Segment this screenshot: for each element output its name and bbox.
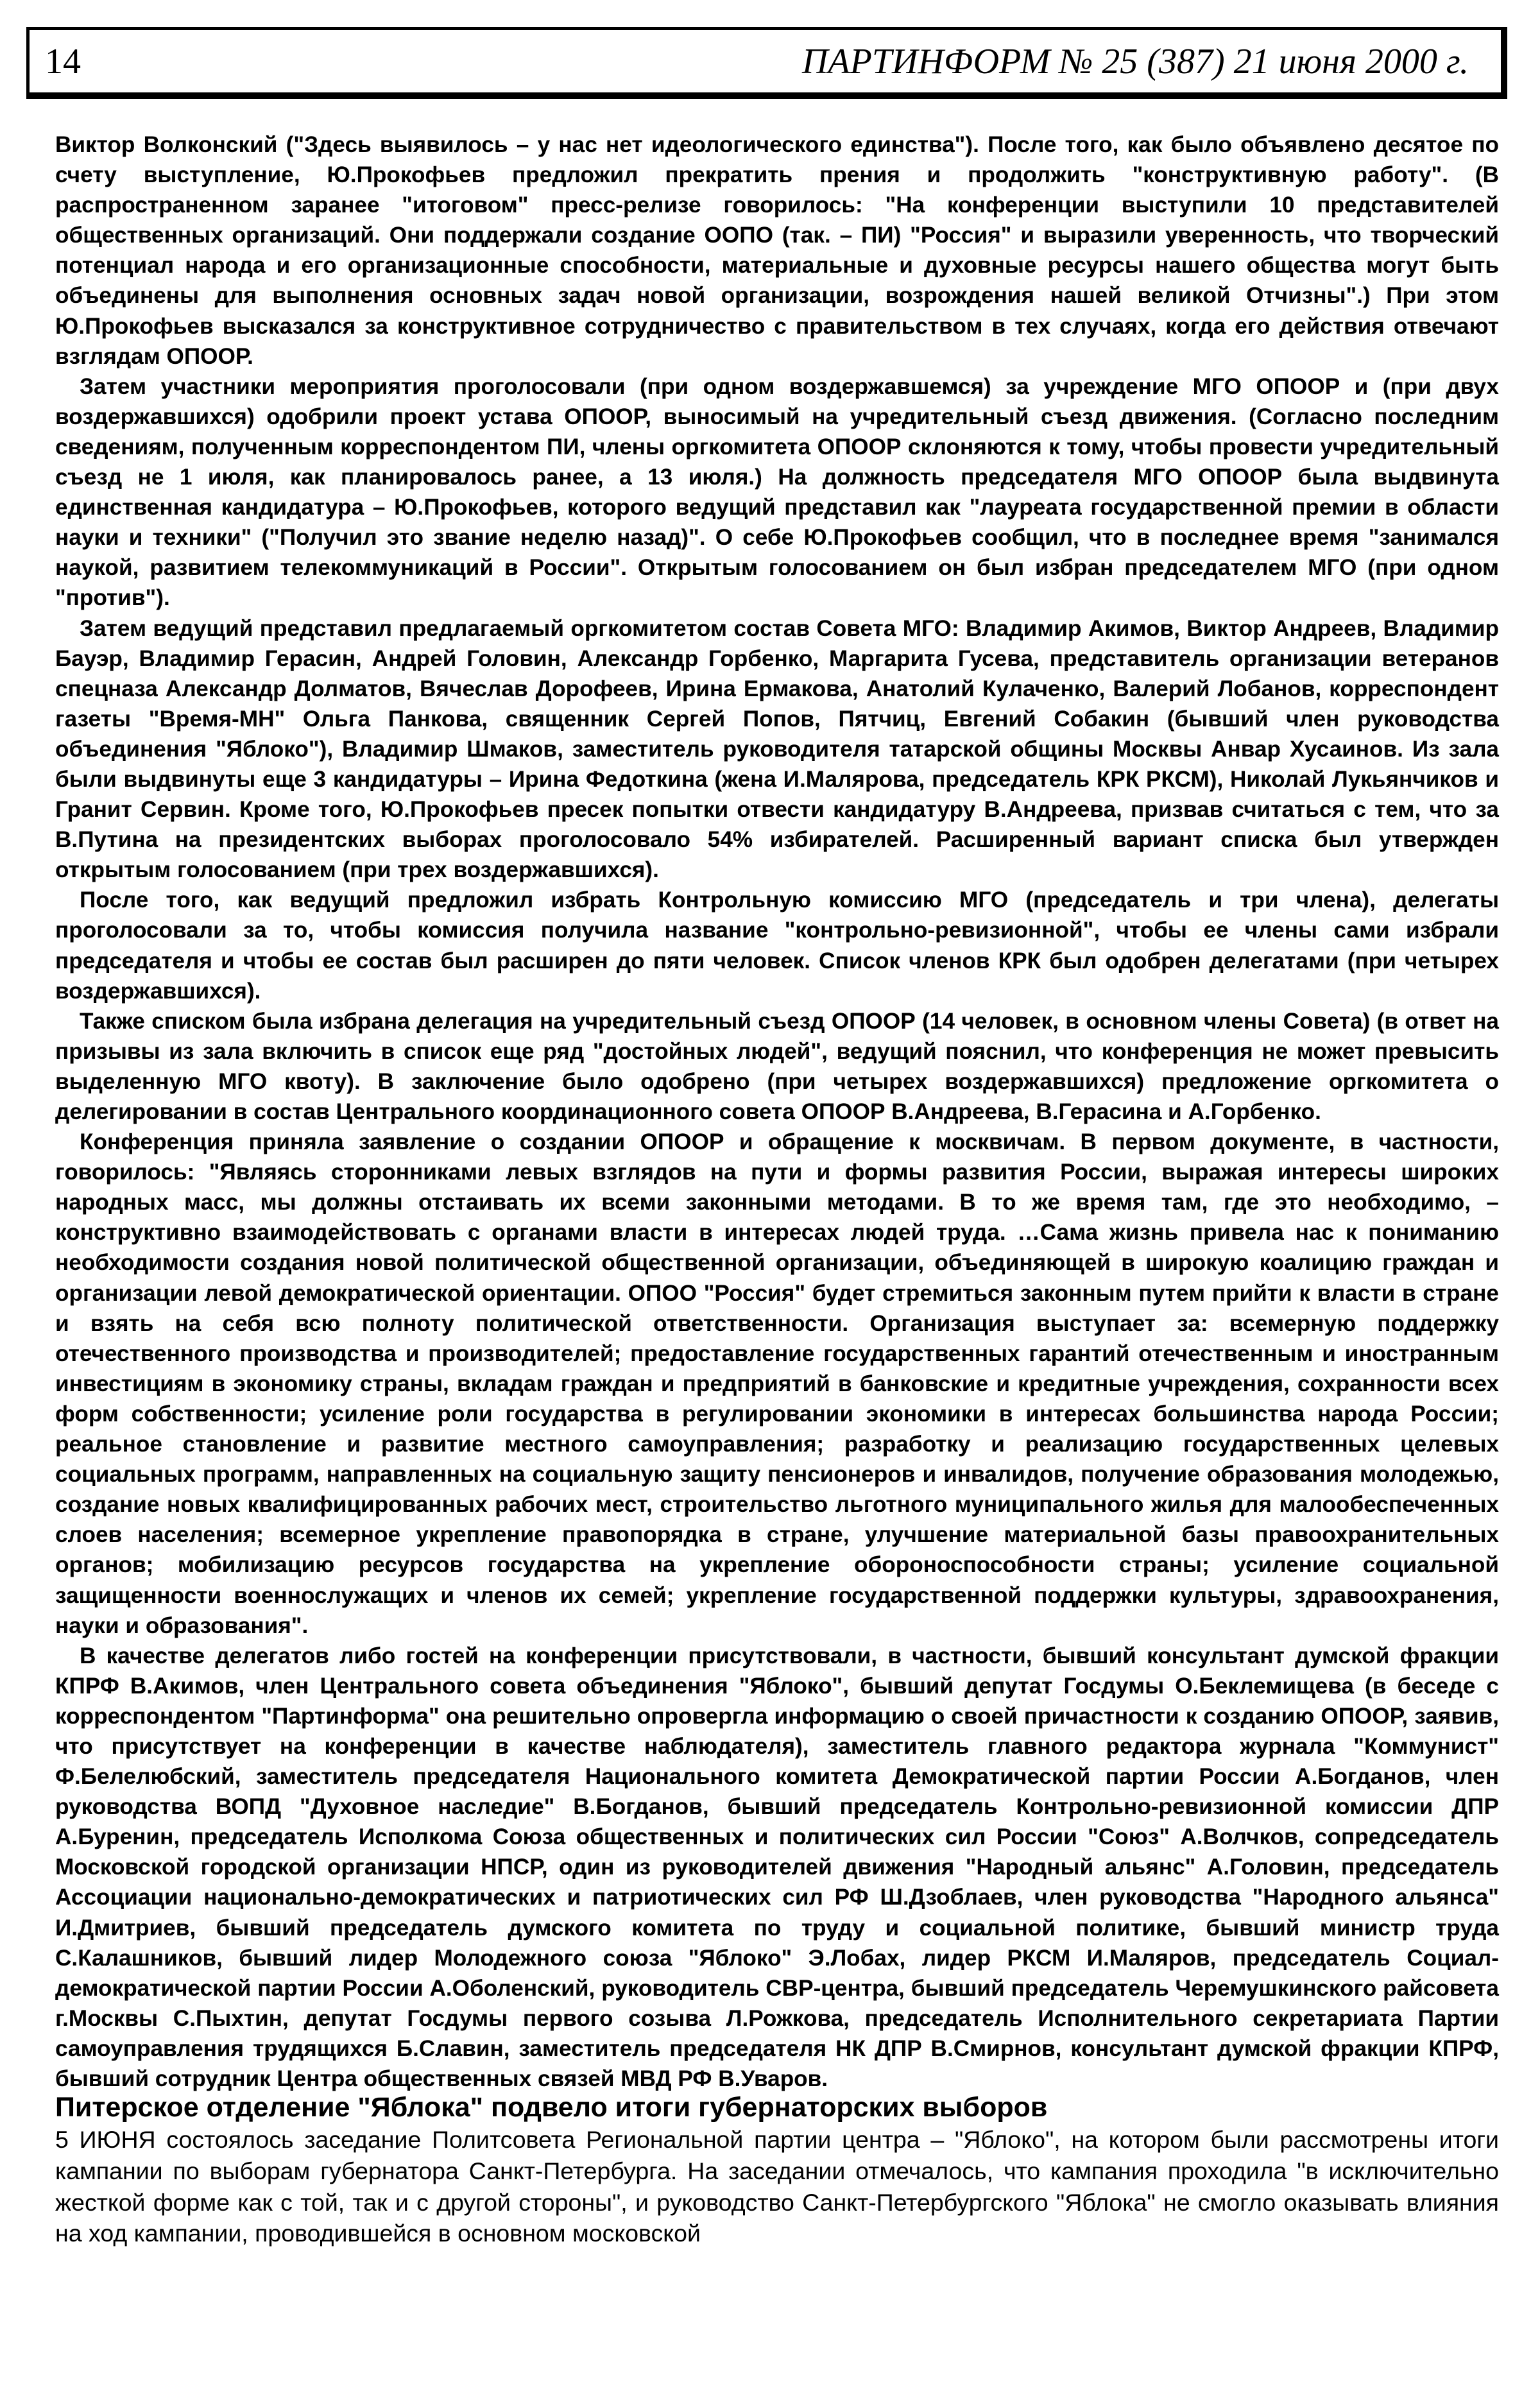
paragraph: 5 ИЮНЯ состоялось заседание Политсовета Региональной партии центра – "Яблоко", на котором были рассмотрены итоги кампании по выборам губернатора Санкт-Петербурга. На заседании отмечалось, что кампания проходила "в исключительно жесткой форме как с той, так и с другой стороны", и руководство Санкт-Петербургского "Яблока" не смогло оказывать влияния на ход кампании, проводившейся в основном московской [55,2126,1499,2247]
paragraph: Затем участники мероприятия проголосовали (при одном воздержавшемся) за учреждение МГО ОПООР и (при двух воздержавшихся) одобрили проект устава ОПООР, выносимый на учредительный съезд движения. (Согласно последним сведениям, полученным корреспондентом ПИ, члены оргкомитета ОПООР склоняются к тому, чтобы провести учредительный съезд не 1 июля, как планировалось ранее, а 13 июля.) На должность председателя МГО ОПООР была выдвинута единственная кандидатура – Ю.Прокофьев, которого ведущий представил как "лауреата государственной премии в области науки и техники" ("Получил это звание неделю назад)". О себе Ю.Прокофьев сообщил, что в последнее время "занимался наукой, развитием телекоммуникаций в России". Открытым голосованием он был избран председателем МГО (при одном "против"). [55,373,1499,611]
page-number: 14 [45,42,81,81]
article-body [55,130,1499,2094]
paragraph: Виктор Волконский ("Здесь выявилось – у нас нет идеологического единства"). После того, как было объявлено десятое по счету выступление, Ю.Прокофьев предложил прекратить прения и продолжить "конструктивную работу". (В распространенном заранее "итоговом" пресс-релизе говорилось: "На конференции выступили 10 представителей общественных организаций. Они поддержали создание ООПО (так. – ПИ) "Россия" и выразили уверенность, что творческий потенциал народа и его организационные способности, материальные и духовные ресурсы нашего общества могут быть объединены для выполнения основных задач новой организации, возрождения нашей великой Отчизны".) При этом Ю.Прокофьев высказался за конструктивное сотрудничество с правительством в тех случаях, когда его действия отвечают взглядам ОПООР. [55,132,1499,369]
paragraph: Также списком была избрана делегация на учредительный съезд ОПООР (14 человек, в основном члены Совета) (в ответ на призывы из зала включить в список еще ряд "достойных людей", ведущий пояснил, что конференция не может превысить выделенную МГО квоту). В заключение было одобрено (при четырех воздержавшихся) предложение оргкомитета о делегировании в состав Центрального координационного совета ОПООР В.Андреева, В.Герасина и А.Горбенко. [55,1008,1499,1124]
issue-info: ПАРТИНФОРМ № 25 (387) 21 июня 2000 г. [801,42,1469,81]
paragraph: Затем ведущий представил предлагаемый оргкомитетом состав Совета МГО: Владимир Акимов, Виктор Андреев, Владимир Бауэр, Владимир Герасин, Андрей Головин, Александр Горбенко, Маргарита Гусева, представитель организации ветеранов спецназа Александр Долматов, Вячеслав Дорофеев, Ирина Ермакова, Анатолий Кулаченко, Валерий Лобанов, корреспондент газеты "Время-МН" Ольга Панкова, священник Сергей Попов, Пятчиц, Евгений Собакин (бывший член руководства объединения "Яблоко"), Владимир Шмаков, заместитель руководителя татарской общины Москвы Анвар Хусаинов. Из зала были выдвинуты еще 3 кандидатуры – Ирина Федоткина (жена И.Малярова, председатель КРК РКСМ), Николай Лукьянчиков и Гранит Сервин. Кроме того, Ю.Прокофьев пресек попытки отвести кандидатуру В.Андреева, призвав считаться с тем, что за В.Путина на президентских выборах проголосовало 54% избирателей. Расширенный вариант списка был утвержден открытым голосованием (при трех воздержавшихся). [55,615,1499,883]
paragraph: После того, как ведущий предложил избрать Контрольную комиссию МГО (председатель и три члена), делегаты проголосовали за то, чтобы комиссия получила название "контрольно-ревизионной", чтобы ее члены сами избрали председателя и чтобы ее состав был расширен до пяти человек. Список членов КРК был одобрен делегатами (при четырех воздержавшихся). [55,887,1499,1004]
paragraph: Конференция приняла заявление о создании ОПООР и обращение к москвичам. В первом документе, в частности, говорилось: "Являясь сторонниками левых взглядов на пути и формы развития России, выражая интересы широких народных масс, мы должны отстаивать их всеми законными методами. В то же время там, где это необходимо, – конструктивно взаимодействовать с органами власти в интересах людей труда. …Сама жизнь привела нас к пониманию необходимости создания новой политической общественной организации, объединяющей в широкую коалицию граждан и организации левой демократической ориентации. ОПОО "Россия" будет стремиться законным путем прийти к власти в стране и взять на себя всю полноту политической ответственности. Организация выступает за: всемерную поддержку отечественного производства и производителей; предоставление государственных гарантий отечественным и иностранным инвестициям в экономику страны, вкладам граждан и предприятий в банковские и кредитные учреждения, сохранности всех форм собственности; усиление роли государства в регулировании экономики в интересах большинства народа России; реальное становление и развитие местного самоуправления; разработку и реализацию государственных целевых социальных программ, направленных на социальную защиту пенсионеров и инвалидов, получение образования молодежью, создание новых квалифицированных рабочих мест, строительство льготного муниципального жилья для малообеспеченных слоев населения; всемерное укрепление правопорядка в стране, улучшение материальной базы правоохранительных органов; мобилизацию ресурсов государства на укрепление обороноспособности страны; усиление социальной защищенности военнослужащих и членов их семей; укрепление государственной поддержки культуры, здравоохранения, науки и образования". [55,1129,1499,1638]
second-article-body [55,2124,1499,2249]
paragraph: В качестве делегатов либо гостей на конференции присутствовали, в частности, бывший консультант думской фракции КПРФ В.Акимов, член Центрального совета объединения "Яблоко", бывший депутат Госдумы О.Беклемищева (в беседе с корреспондентом "Партинформа" она решительно опровергла информацию о своей причастности к созданию ОПООР, заявив, что присутствует на конференции в качестве наблюдателя), заместитель главного редактора журнала "Коммунист" Ф.Белелюбский, заместитель председателя Национального комитета Демократической партии России А.Богданов, член руководства ВОПД "Духовное наследие" В.Богданов, бывший председатель Контрольно-ревизионной комиссии ДПР А.Буренин, председатель Исполкома Союза общественных и политических сил России "Союз" А.Волчков, сопредседатель Московской городской организации НПСР, один из руководителей движения "Народный альянс" А.Головин, председатель Ассоциации национально-демократических и патриотических сил РФ Ш.Дзоблаев, член руководства "Народного альянса" И.Дмитриев, бывший председатель думского комитета по труду и социальной политике, бывший министр труда С.Калашников, бывший лидер Молодежного союза "Яблоко" Э.Лобах, лидер РКСМ И.Маляров, председатель Социал-демократической партии России А.Оболенский, руководитель СВР-центра, бывший председатель Черемушкинского райсовета г.Москвы С.Пыхтин, депутат Госдумы первого созыва Л.Рожкова, председатель Исполнительного секретариата Партии самоуправления трудящихся Б.Славин, заместитель председателя НК ДПР В.Смирнов, консультант думской фракции КПРФ, бывший сотрудник Центра общественных связей МВД РФ В.Уваров. [55,1643,1499,2091]
page-header [26,27,1507,99]
article-headline: Питерское отделение "Яблока" подвело итоги губернаторских выборов [55,2092,1048,2123]
